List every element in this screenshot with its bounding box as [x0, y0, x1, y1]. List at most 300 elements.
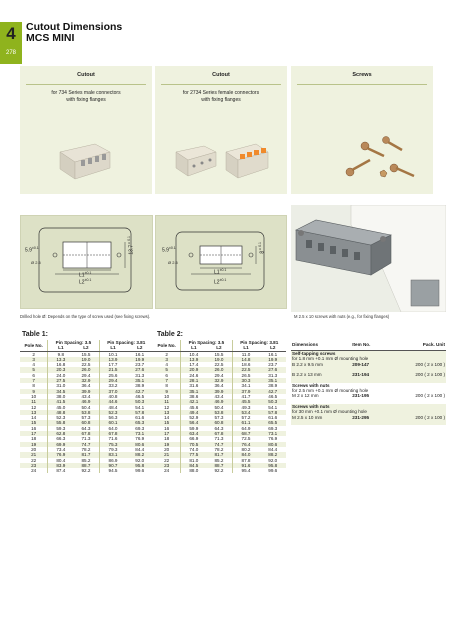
table-cell: 81.7 [73, 452, 99, 457]
table-cell: 42.7 [260, 389, 286, 394]
table-header: Item No. [351, 340, 388, 351]
table-cell: 6 [32, 372, 35, 378]
table-cell: 6 [165, 372, 168, 378]
table-cell: 30.3 [232, 378, 260, 383]
table-cell: 13 [153, 410, 181, 415]
table-cell: 49.4 [181, 410, 207, 415]
table-cell: 36.4 [81, 383, 91, 389]
table-cell: 50.4 [81, 404, 91, 410]
table-cell: 80.6 [127, 442, 153, 447]
table-cell: 11.0 [232, 351, 260, 357]
table-cell: 44.6 [99, 399, 127, 404]
table-cell: 43.4 [214, 393, 224, 399]
table-cell: 5 [20, 367, 48, 372]
table-cell: 7 [20, 378, 48, 383]
table-cell: for 2.5 mm +0.1 mm Ø mounting hole [292, 388, 369, 394]
table-cell: 29.4 [81, 372, 91, 378]
table-cell: 52.3 [48, 415, 74, 420]
table-subheader: L1 [48, 345, 74, 351]
page-title [26, 22, 122, 44]
table-header: Pin Spacing: 3.81 [232, 340, 286, 345]
table-cell: 13.9 [181, 357, 207, 362]
table-cell: 52.3 [99, 410, 127, 415]
table-cell: B 2.2 x 9.5 mm [291, 362, 351, 367]
table2 [153, 340, 286, 473]
table-cell: 38.9 [135, 383, 145, 389]
table-cell: 60.8 [73, 420, 99, 425]
table-cell: 80.6 [260, 442, 286, 447]
table-subheader: L2 [73, 345, 99, 351]
table-cell: 41.5 [48, 399, 74, 404]
table-cell: 13.9 [99, 357, 127, 362]
table-cell: 19.0 [73, 357, 99, 362]
divider [161, 84, 281, 85]
table-cell: 18.6 [232, 362, 260, 367]
table-cell: 200 ( 2 x 100 ) [415, 393, 445, 399]
table-cell: 83.9 [48, 463, 74, 468]
table-cell: 46.9 [73, 399, 99, 404]
table-cell: 45.0 [48, 405, 74, 410]
table-cell: 53.4 [232, 410, 260, 415]
screws-note: M 2.5 x 10 screws with nuts (e.g., for fixing flanges) [294, 314, 390, 319]
table-cell: 20 [164, 446, 170, 452]
table-cell: 76.9 [135, 436, 145, 442]
table-cell: 23 [20, 463, 48, 468]
table-cell: 19.9 [127, 357, 153, 362]
table-cell: 3 [153, 357, 181, 362]
table-cell: 14 [31, 415, 37, 421]
table-cell: 48.4 [99, 405, 127, 410]
chapter-number: 4 [6, 24, 16, 43]
table-cell: 69.9 [48, 442, 74, 447]
cutout-drawing-male [20, 215, 153, 309]
table-cell: 231-194 [351, 372, 388, 377]
table-cell: 24.6 [181, 373, 207, 378]
table-cell: 19 [153, 442, 181, 447]
table-cell: 31.3 [268, 372, 278, 378]
table-cell: 23.7 [268, 362, 278, 368]
table-cell: 18 [31, 436, 37, 442]
table-cell: 29.4 [99, 378, 127, 383]
table-cell: 22.5 [81, 362, 91, 368]
table-cell: 64.0 [99, 426, 127, 431]
table-cell: 39.9 [206, 389, 232, 394]
table-cell: 31.6 [181, 383, 207, 388]
page-title-line2: MCS MINI [26, 32, 75, 44]
column-title: Cutout [77, 72, 95, 78]
table-cell: 9.8 [48, 351, 74, 357]
table-cell: 45.5 [232, 399, 260, 404]
table-cell: 74.0 [181, 447, 207, 452]
table-cell: 2 [165, 351, 168, 357]
table-cell: 65.5 [260, 420, 286, 425]
table-row [291, 420, 446, 425]
table-cell: 64.9 [232, 426, 260, 431]
table-cell: 16.8 [48, 362, 74, 367]
table-cell: 66.3 [48, 436, 74, 441]
table-cell: 20.3 [48, 367, 74, 372]
table-cell: 8 [165, 383, 168, 389]
table-cell: 15.5 [214, 351, 224, 357]
table-cell: 87.4 [48, 468, 74, 473]
table-cell: 46.9 [206, 399, 232, 404]
table-cell: 49.3 [232, 405, 260, 410]
dimension-h: $13.7^{\pm 0.1}$ [127, 236, 135, 255]
table-cell: 21 [20, 452, 48, 457]
table-header: Pin Spacing: 3.5 [48, 340, 99, 345]
table-cell: 15 [153, 420, 181, 425]
table-cell: 88.7 [73, 463, 99, 468]
hole-label: Ø 2.5 [31, 260, 41, 265]
table-cell: 32.9 [73, 378, 99, 383]
table-cell: 62.8 [48, 431, 74, 436]
table-cell: 61.6 [135, 415, 145, 421]
table-cell: 2 [32, 351, 35, 357]
table-row [291, 372, 446, 377]
table-cell: 231-195 [352, 393, 370, 399]
table-cell: 99.6 [268, 468, 278, 474]
table-header: Pin Spacing: 3.5 [181, 340, 232, 345]
table-cell: 50.3 [260, 399, 286, 404]
table-cell: 87.8 [232, 458, 260, 463]
table-cell: 38.9 [268, 383, 278, 389]
table-subheader: L2 [206, 345, 232, 351]
table-cell: 57.8 [127, 410, 153, 415]
table-cell: 64.3 [81, 425, 91, 431]
table-cell: 63.4 [181, 431, 207, 436]
table-cell: 67.8 [99, 431, 127, 436]
table-cell: Self-tapping screws [291, 351, 446, 357]
table-cell: 68.7 [232, 431, 260, 436]
table-cell: 23.7 [135, 362, 145, 368]
table-cell: 11 [153, 399, 181, 404]
table-header: Pole No. [20, 340, 48, 351]
table-cell: 20 [31, 446, 37, 452]
table-cell: 71.3 [214, 436, 224, 442]
column-subtitle-line: for 2734 Series female connectors [182, 90, 260, 96]
divider [26, 84, 146, 85]
table-cell: 84.4 [135, 446, 145, 452]
table-cell: 73.1 [260, 431, 286, 436]
table-cell: M 2 x 12 mm [292, 393, 319, 399]
table-cell: 53.8 [206, 410, 232, 415]
screw-mounting-photo [291, 205, 446, 312]
table-cell: 92.0 [268, 457, 278, 463]
table-cell: 92.2 [81, 468, 91, 474]
table-cell: 209-147 [351, 362, 388, 367]
table-row [291, 362, 446, 367]
table-cell: 15.5 [81, 351, 91, 357]
table-cell: 40.8 [99, 394, 127, 399]
table-cell: 37.0 [99, 389, 127, 394]
table-cell: 231-295 [351, 415, 388, 420]
dimension-h: $8^{\pm 0.1}$ [258, 242, 266, 254]
table-subheader: L1 [99, 345, 127, 351]
table-cell: 8 [32, 383, 35, 389]
table-cell: 78.2 [81, 446, 91, 452]
table-cell: 56.4 [181, 420, 207, 425]
table-cell: 41.7 [232, 394, 260, 399]
table-header: Dimensions [291, 340, 351, 351]
table-cell: 19 [20, 442, 48, 447]
table-cell: 46.5 [135, 393, 145, 399]
table-cell [291, 420, 446, 425]
table-cell: 52.9 [181, 415, 207, 420]
table-cell: 85.2 [81, 457, 91, 463]
table-cell: 24 [164, 468, 170, 474]
table-row [291, 415, 446, 420]
table-cell: 25.6 [99, 373, 127, 378]
table-cell: 22.5 [214, 362, 224, 368]
table-cell: 38.6 [181, 394, 207, 399]
table-subheader: L2 [127, 345, 153, 351]
table-cell: 9 [153, 389, 181, 394]
table-cell: 99.6 [135, 468, 145, 474]
table-cell: 4 [32, 362, 35, 368]
table-cell: 53.8 [73, 410, 99, 415]
table-cell: 19.9 [260, 357, 286, 362]
table-cell: 84.0 [232, 452, 260, 457]
table-header: Pole No. [153, 340, 181, 351]
table-cell: Screws with nuts [292, 382, 330, 388]
table-cell: 70.5 [181, 442, 207, 447]
table-cell: 69.3 [135, 425, 145, 431]
table-cell: 88.2 [127, 452, 153, 457]
table-cell: 60.1 [99, 420, 127, 425]
table-cell: for 1.8 mm +0.1 mm Ø mounting hole [291, 356, 446, 361]
table-cell: 42.7 [127, 389, 153, 394]
column-title: Cutout [212, 72, 230, 78]
table-cell: 200 ( 2 x 100 ) [388, 372, 446, 377]
table-cell: 57.3 [81, 415, 91, 421]
table-cell: 15 [20, 420, 48, 425]
table-header: Pack. Unit [388, 340, 446, 351]
column-subtitle-line: with fixing flanges [66, 97, 106, 103]
table-cell: 38.0 [48, 394, 74, 399]
dimension-l2: $L2^{\pm 0.1}$ [79, 278, 92, 286]
table-cell: 21 [153, 452, 181, 457]
table-cell: 57.2 [232, 415, 260, 420]
dimension-d: $5.9^{\pm 0.1}$ [162, 246, 176, 254]
table-cell: 16 [164, 425, 170, 431]
table-cell: 79.3 [99, 447, 127, 452]
page-number: 278 [5, 50, 16, 56]
table-cell: 57.3 [214, 415, 224, 421]
table-row [291, 393, 446, 398]
table-cell: 10.4 [181, 351, 207, 357]
table-cell: 17 [20, 431, 48, 436]
table-cell: 13.3 [48, 357, 74, 362]
table-cell: 22 [164, 457, 170, 463]
table-cell: 200 ( 2 x 100 ) [388, 415, 446, 420]
table-cell: 94.5 [99, 468, 127, 473]
table-cell: 17.7 [99, 362, 127, 367]
table-cell: M 2.5 x 10 mm [291, 415, 351, 420]
table-cell: 16.1 [268, 351, 278, 357]
table-cell: 16.1 [135, 351, 145, 357]
table-cell: 10 [31, 393, 37, 399]
table-cell: 84.5 [181, 463, 207, 468]
table-cell: 59.9 [181, 426, 207, 431]
table-cell: 48.8 [48, 410, 74, 415]
female-connector-photo-beige [172, 136, 220, 182]
table1-title: Table 1: [22, 331, 48, 338]
table-cell: 83.1 [99, 452, 127, 457]
cutout-drawing-female [155, 215, 287, 309]
screws-table [291, 340, 446, 425]
table-cell: 76.9 [268, 436, 278, 442]
table-cell: B 2.2 x 13 mm [291, 372, 351, 377]
male-connector-photo [55, 134, 115, 184]
table-cell: 27.5 [48, 378, 74, 383]
table-cell: 88.0 [181, 468, 207, 473]
table-cell: 61.6 [268, 415, 278, 421]
column-subtitle [155, 90, 287, 104]
column-subtitle-line: with fixing flanges [201, 97, 241, 103]
hole-label: Ø 2.5 [168, 260, 178, 265]
table-cell: 16 [31, 425, 37, 431]
table-cell: 73.4 [48, 447, 74, 452]
table-cell: 37.9 [232, 389, 260, 394]
table-cell: 7 [153, 378, 181, 383]
table-cell: 14.8 [232, 357, 260, 362]
table-cell: 3 [20, 357, 48, 362]
table-cell: 67.8 [73, 431, 99, 436]
table-cell: 75.3 [99, 442, 127, 447]
table-cell: 55.8 [48, 420, 74, 425]
table-cell: 95.8 [127, 463, 153, 468]
table-cell: 39.9 [73, 389, 99, 394]
table-cell: 5 [153, 367, 181, 372]
table-cell: 85.2 [214, 457, 224, 463]
table-cell: 74.7 [206, 442, 232, 447]
table-cell: 10 [164, 393, 170, 399]
table-cell: 34.1 [232, 383, 260, 388]
table-cell: 92.0 [135, 457, 145, 463]
table-row [20, 468, 153, 473]
table-cell: 20.9 [181, 367, 207, 372]
table-cell: 78.2 [214, 446, 224, 452]
table-cell: 42.1 [181, 399, 207, 404]
drilled-hole-note: Drilled hole Ø: Depends on the type of screw used (see fixing screws). [20, 314, 151, 319]
column-subtitle-line: for 734 Series male connectors [51, 90, 121, 96]
table-cell: 35.1 [260, 378, 286, 383]
table-cell: 9 [20, 389, 48, 394]
table-cell: 19.0 [206, 357, 232, 362]
table-cell: 92.2 [214, 468, 224, 474]
table-row [153, 468, 286, 473]
table-cell: 23 [153, 463, 181, 468]
table-cell: 12 [164, 404, 170, 410]
table-cell: 73.1 [127, 431, 153, 436]
table-cell: 64.3 [214, 425, 224, 431]
table-cell: 67.8 [206, 431, 232, 436]
table-subheader: L1 [232, 345, 260, 351]
table-cell: 74.7 [73, 442, 99, 447]
column-title: Screws [352, 72, 372, 78]
table-cell: 4 [165, 362, 168, 368]
table-cell: 66.9 [181, 436, 207, 441]
table-cell: for 30 mm +0.1 mm Ø mounting hole [291, 409, 446, 414]
table-cell: 11 [20, 399, 48, 404]
table-cell: 21.5 [99, 367, 127, 372]
table-cell: 17.4 [181, 362, 207, 367]
table-cell: 65.3 [127, 420, 153, 425]
table-cell: 24.0 [48, 373, 74, 378]
table1 [20, 340, 153, 473]
table-cell: 88.2 [260, 452, 286, 457]
table-cell: 80.4 [48, 458, 74, 463]
table-cell: 84.4 [268, 446, 278, 452]
table-cell: 28.1 [181, 378, 207, 383]
table-cell: 91.6 [232, 463, 260, 468]
divider [297, 84, 427, 85]
table-cell: 200 ( 2 x 100 ) [388, 362, 446, 367]
table-cell: 13 [20, 410, 48, 415]
table-cell: 95.8 [260, 463, 286, 468]
table-cell: 27.6 [127, 367, 153, 372]
table-cell: 77.5 [181, 452, 207, 457]
table-cell: 17 [153, 431, 181, 436]
table-cell: 27.6 [260, 367, 286, 372]
table-cell: 26.0 [206, 367, 232, 372]
table-cell: 24 [31, 468, 37, 474]
table-cell: Screws with nuts [291, 404, 446, 409]
table-cell: 10.1 [99, 351, 127, 357]
screws-photo [340, 132, 420, 187]
table-cell: 76.4 [232, 442, 260, 447]
table-cell: 90.7 [99, 463, 127, 468]
table-cell: 81.0 [181, 458, 207, 463]
table-cell: 71.6 [99, 436, 127, 441]
table-cell: 95.4 [232, 468, 260, 473]
table-cell: 71.3 [81, 436, 91, 442]
table-cell: 59.3 [48, 426, 74, 431]
table-cell: 76.9 [48, 452, 74, 457]
table-cell: 14 [164, 415, 170, 421]
table-cell: 56.3 [99, 415, 127, 420]
table-subheader: L2 [260, 345, 286, 351]
table-cell: 33.2 [99, 383, 127, 388]
table-cell: 34.5 [48, 389, 74, 394]
dimension-d: $5.9^{\pm 0.1}$ [25, 246, 39, 254]
table-cell: 29.4 [214, 372, 224, 378]
table-cell: 88.7 [206, 463, 232, 468]
table-cell: 61.1 [232, 420, 260, 425]
table-cell: 72.5 [232, 436, 260, 441]
dimension-l1: $L1^{\pm 0.1}$ [214, 268, 227, 276]
table-cell: 50.4 [214, 404, 224, 410]
table-cell: 80.2 [232, 447, 260, 452]
table-cell: 26.5 [232, 373, 260, 378]
table-cell: 26.0 [73, 367, 99, 372]
dimension-l2: $L2^{\pm 0.1}$ [214, 278, 227, 286]
table-cell: 31.0 [48, 383, 74, 388]
table-cell: 45.6 [181, 405, 207, 410]
table-cell: 54.1 [135, 404, 145, 410]
table-cell: 32.9 [206, 378, 232, 383]
table2-title: Table 2: [157, 331, 183, 338]
column-subtitle [20, 90, 152, 104]
table-cell: 81.7 [206, 452, 232, 457]
table-cell: 22.5 [232, 367, 260, 372]
table-header: Pin Spacing: 3.81 [99, 340, 153, 345]
table-cell: 12 [31, 404, 37, 410]
table-cell: 69.3 [268, 425, 278, 431]
chapter-tab [0, 22, 22, 64]
table-cell: 18 [164, 436, 170, 442]
table-subheader: L1 [181, 345, 207, 351]
